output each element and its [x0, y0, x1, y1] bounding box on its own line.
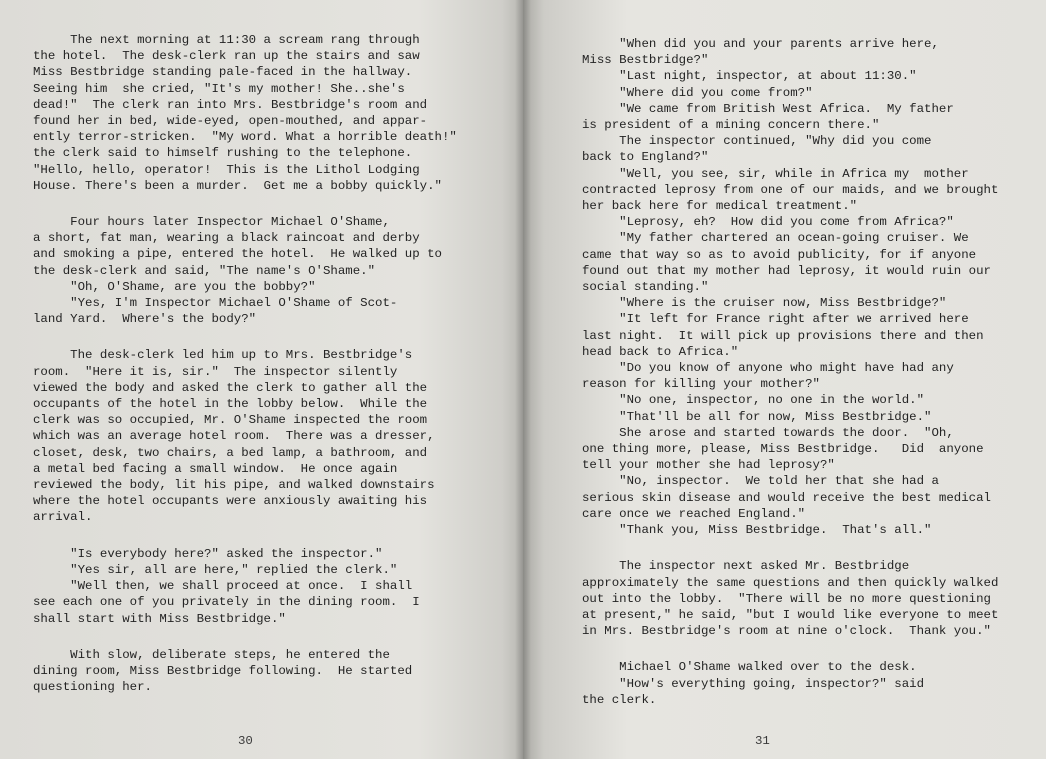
text-line: "No, inspector. We told her that she had a — [582, 474, 939, 489]
text-line: "When did you and your parents arrive here, — [582, 37, 939, 51]
text-line: dead!" The clerk ran into Mrs. Bestbridge's room and — [33, 97, 428, 112]
text-line: arrival. — [33, 510, 93, 525]
text-line: "No one, inspector, no one in the world." — [582, 393, 925, 408]
text-line: "Last night, inspector, at about 11:30." — [582, 69, 917, 84]
text-line: She arose and started towards the door. "Oh, — [582, 425, 954, 440]
text-line: is president of a mining concern there." — [582, 118, 880, 133]
text-line: at present," he said, "but I would like everyone to meet — [582, 607, 999, 622]
text-line: see each one of you privately in the dining room. I — [33, 595, 420, 610]
paragraph — [33, 647, 475, 696]
text-line: back to England?" — [582, 150, 709, 165]
paragraph — [582, 36, 1024, 538]
text-line: Miss Bestbridge standing pale-faced in the hallway. — [33, 65, 413, 80]
text-line: the hotel. The desk-clerk ran up the stairs and saw — [33, 49, 420, 64]
text-line: clerk was so occupied, Mr. O'Shame inspected the room — [33, 413, 428, 428]
paragraph — [33, 347, 475, 525]
text-line: "Leprosy, eh? How did you come from Africa?" — [582, 215, 954, 230]
text-line: a short, fat man, wearing a black raincoat and derby — [33, 231, 420, 246]
text-line: ently terror-stricken. "My word. What a horrible death!" — [33, 130, 457, 145]
text-line: serious skin disease and would receive the best medical — [582, 490, 991, 505]
text-line: questioning her. — [33, 680, 152, 695]
text-line: which was an average hotel room. There was a dresser, — [33, 429, 435, 444]
text-line: reason for killing your mother?" — [582, 377, 820, 392]
text-line: "Well, you see, sir, while in Africa my mother — [582, 166, 969, 181]
text-line: a metal bed facing a small window. He once again — [33, 461, 398, 476]
text-line: found out that my mother had leprosy, it would ruin our — [582, 263, 991, 278]
text-line: "Well then, we shall proceed at once. I shall — [33, 579, 413, 594]
text-line: in Mrs. Bestbridge's room at nine o'clock. Thank you." — [582, 624, 991, 639]
text-line: the desk-clerk and said, "The name's O'Shame." — [33, 263, 376, 278]
text-line: "It left for France right after we arrived here — [582, 312, 969, 327]
text-line: and smoking a pipe, entered the hotel. He walked up to — [33, 247, 442, 262]
text-line: occupants of the hotel in the lobby below. While the — [33, 397, 428, 412]
text-line: "Where is the cruiser now, Miss Bestbridge?" — [582, 296, 947, 311]
text-line: approximately the same questions and then quickly walked — [582, 575, 999, 590]
text-line: social standing." — [582, 280, 709, 295]
text-line: came that way so as to avoid publicity, for if anyone — [582, 247, 977, 262]
text-line: shall start with Miss Bestbridge." — [33, 611, 286, 626]
text-line: "We came from British West Africa. My father — [582, 101, 954, 116]
paragraph — [33, 32, 475, 194]
right-page — [523, 0, 1046, 759]
text-line: "Yes, I'm Inspector Michael O'Shame of Scot- — [33, 296, 398, 311]
text-line: land Yard. Where's the body?" — [33, 312, 257, 327]
page-number: 31 — [755, 733, 770, 748]
text-line: out into the lobby. "There will be no more questioning — [582, 591, 991, 606]
text-line: "Hello, hello, operator! This is the Lithol Lodging — [33, 162, 420, 177]
text-line: last night. It will pick up provisions there and then — [582, 328, 984, 343]
text-line: tell your mother she had leprosy?" — [582, 458, 835, 473]
text-line: Miss Bestbridge?" — [582, 53, 709, 68]
text-line: contracted leprosy from one of our maids, and we brought — [582, 182, 999, 197]
text-line: the clerk. — [582, 692, 657, 707]
text-line: "Oh, O'Shame, are you the bobby?" — [33, 279, 316, 294]
paragraph — [582, 558, 1024, 639]
text-line: Michael O'Shame walked over to the desk. — [582, 660, 917, 675]
text-line: Four hours later Inspector Michael O'Shame, — [33, 215, 390, 230]
text-line: her back here for medical treatment." — [582, 199, 858, 214]
text-line: closet, desk, two chairs, a bed lamp, a bathroom, and — [33, 445, 428, 460]
text-line: one thing more, please, Miss Bestbridge. Did anyone — [582, 442, 984, 457]
text-line: found her in bed, wide-eyed, open-mouthed, and appar- — [33, 114, 428, 129]
text-line: "Yes sir, all are here," replied the clerk." — [33, 562, 398, 577]
text-line: reviewed the body, lit his pipe, and walked downstairs — [33, 478, 435, 493]
text-line: The inspector next asked Mr. Bestbridge — [582, 559, 910, 574]
text-line: The next morning at 11:30 a scream rang through — [33, 33, 420, 47]
page-number: 30 — [238, 733, 253, 748]
text-line: Seeing him she cried, "It's my mother! She..she's — [33, 81, 405, 96]
text-line: the clerk said to himself rushing to the telephone. — [33, 146, 413, 161]
text-line: viewed the body and asked the clerk to gather all the — [33, 380, 428, 395]
text-line: where the hotel occupants were anxiously awaiting his — [33, 494, 428, 509]
text-line: With slow, deliberate steps, he entered the — [33, 647, 390, 662]
text-line: "Do you know of anyone who might have had any — [582, 361, 954, 376]
text-line: "Where did you come from?" — [582, 85, 813, 100]
text-line: "That'll be all for now, Miss Bestbridge." — [582, 409, 932, 424]
text-line: "Is everybody here?" asked the inspector." — [33, 546, 383, 561]
text-line: "Thank you, Miss Bestbridge. That's all." — [582, 523, 932, 538]
text-line: The desk-clerk led him up to Mrs. Bestbridge's — [33, 348, 413, 363]
text-line: "My father chartered an ocean-going cruiser. We — [582, 231, 969, 246]
text-line: head back to Africa." — [582, 344, 739, 359]
text-line: care once we reached England." — [582, 506, 806, 521]
text-line: The inspector continued, "Why did you come — [582, 134, 932, 149]
paragraph — [33, 546, 475, 627]
paragraph — [33, 214, 475, 327]
text-line: "How's everything going, inspector?" said — [582, 676, 925, 691]
paragraph — [582, 659, 1024, 708]
text-line: room. "Here it is, sir." The inspector silently — [33, 364, 398, 379]
right-page-text — [582, 36, 1024, 708]
text-line: House. There's been a murder. Get me a bobby quickly." — [33, 178, 442, 193]
left-page-text — [33, 32, 475, 695]
text-line: dining room, Miss Bestbridge following. He started — [33, 663, 413, 678]
